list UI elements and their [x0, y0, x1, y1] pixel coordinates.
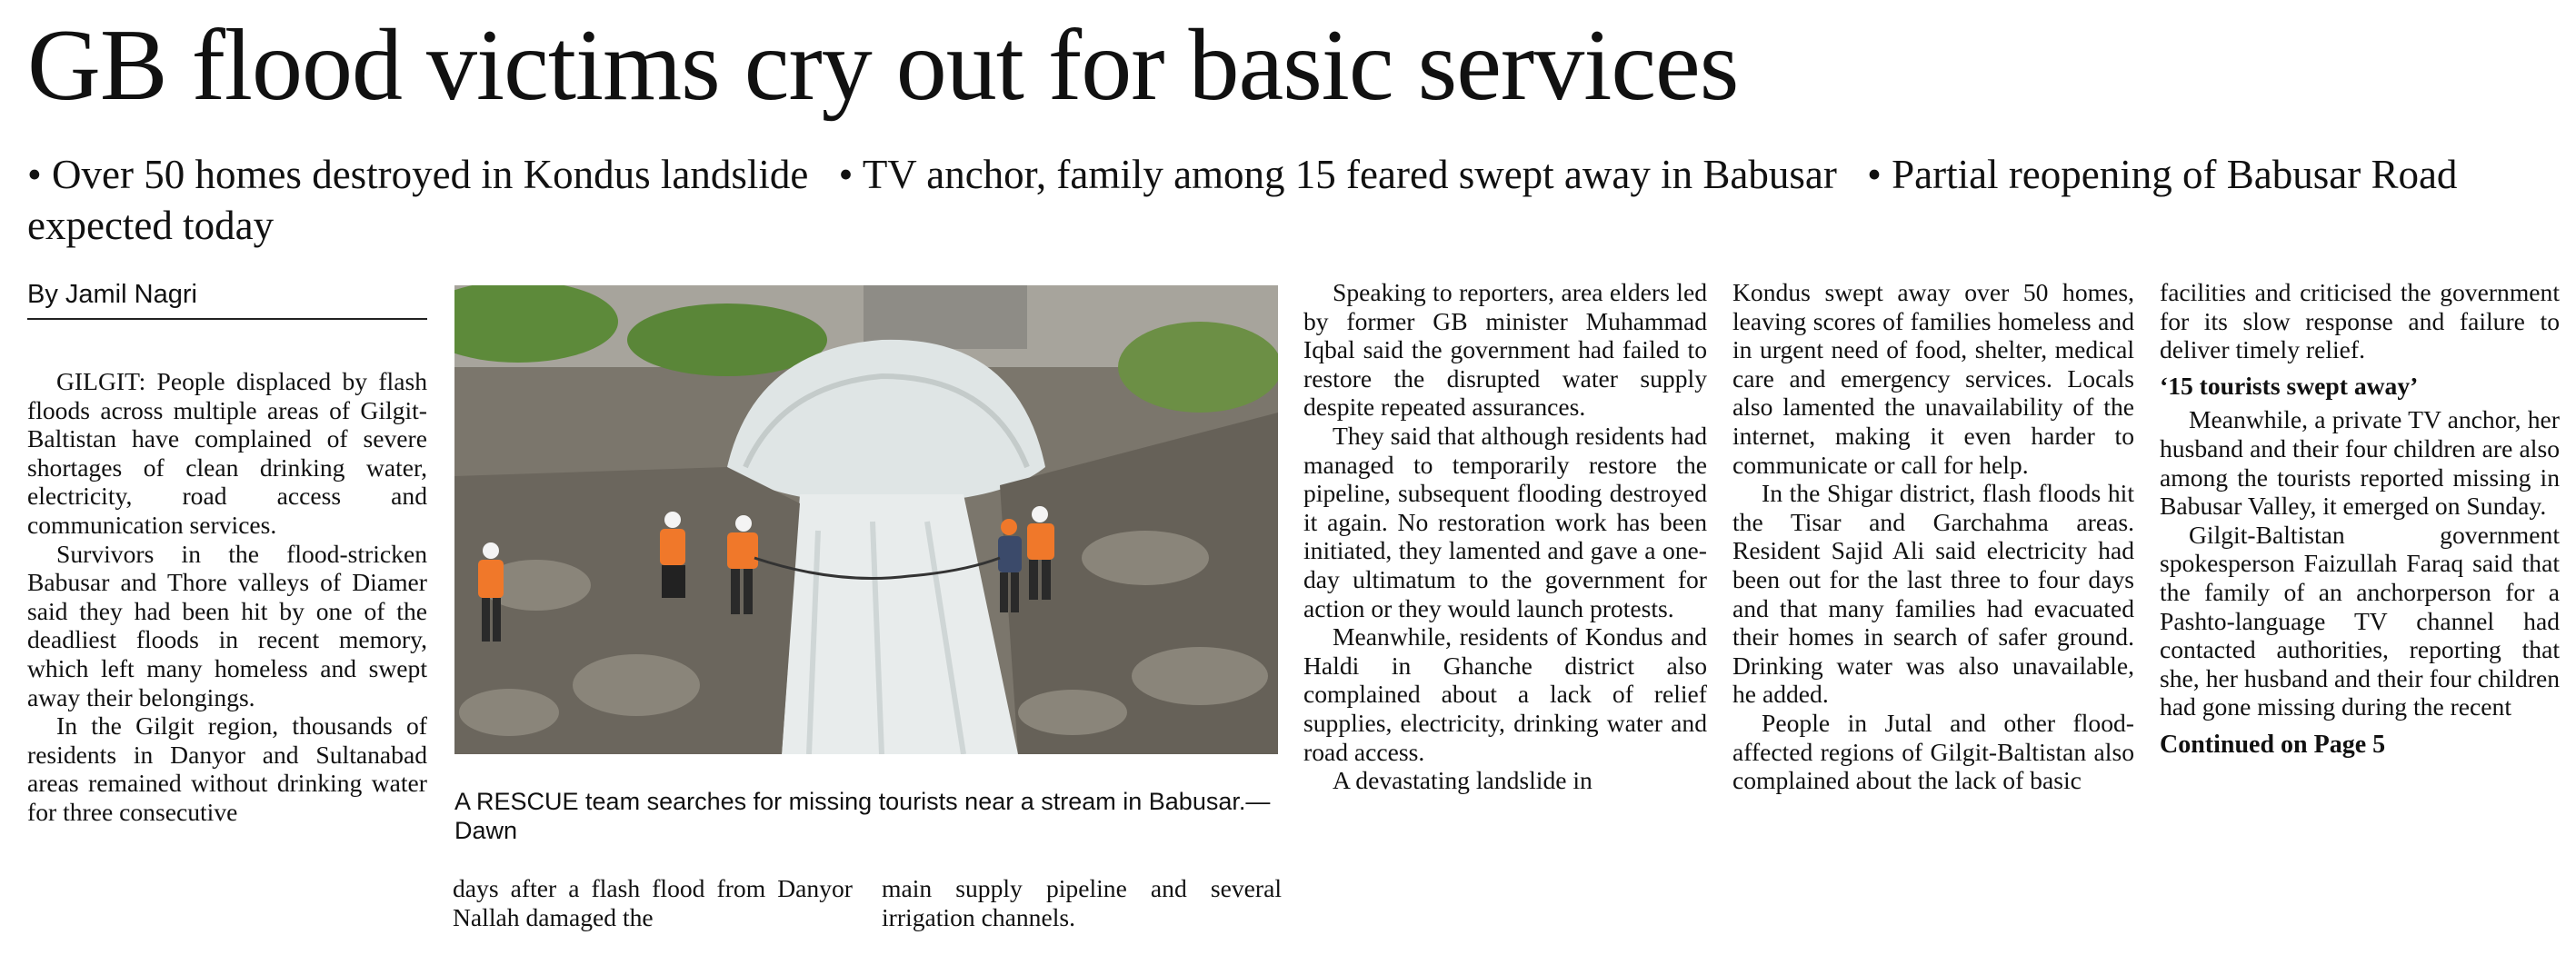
- paragraph: In the Gilgit region, thousands of residents in Danyor and Sultanabad areas remained without drinking water for three consecutive: [27, 711, 427, 826]
- paragraph: days after a flash flood from Danyor Nallah damaged the: [453, 874, 853, 931]
- paragraph: Kondus swept away over 50 homes, leaving scores of families homeless and in urgent need of food, shelter, medical care and emergency services. Locals also lamented the unavailability of the internet, making it even harder to communicate or call for help.: [1732, 278, 2134, 479]
- article-column-2b: [882, 874, 1282, 931]
- paragraph: Meanwhile, residents of Kondus and Haldi in Ghanche district also complained about a lack of relief supplies, electricity, drinking water and road access.: [1303, 622, 1707, 766]
- headline: GB flood victims cry out for basic services: [27, 9, 1739, 122]
- news-photo: [454, 285, 1278, 754]
- subheadline-2: • TV anchor, family among 15 feared swept away in Babusar: [838, 152, 1837, 197]
- paragraph: facilities and criticised the government for its slow response and failure to deliver timely relief.: [2160, 278, 2560, 364]
- paragraph: Survivors in the flood-stricken Babusar and Thore valleys of Diamer said they had been hit by one of the deadliest floods in recent memory, which left many homeless and swept away their belongings.: [27, 539, 427, 711]
- article-column-1: [27, 367, 427, 827]
- byline: By Jamil Nagri: [27, 278, 427, 320]
- article-column-3: [1303, 278, 1707, 795]
- subheadline-3: • Partial reopening of Babusar Road expected today: [27, 152, 2458, 248]
- paragraph: They said that although residents had managed to temporarily restore the pipeline, subsequent flooding destroyed it again. No restoration work has been initiated, they lamented and gave a one-day ultimatum to the government for action or they would launch protests.: [1303, 421, 1707, 622]
- photo-caption: A RESCUE team searches for missing tourists near a stream in Babusar.—Dawn: [454, 788, 1271, 844]
- paragraph: Meanwhile, a private TV anchor, her husband and their four children are also among the tourists reported missing in Babusar Valley, it emerged on Sunday.: [2160, 405, 2560, 521]
- paragraph: In the Shigar district, flash floods hit the Tisar and Garchahma areas. Resident Sajid Ali said electricity had been out for the last three to four days and that many families had evacuated their homes in search of safer ground. Drinking water was also unavailable, he added.: [1732, 479, 2134, 709]
- paragraph: Speaking to reporters, area elders led by former GB minister Muhammad Iqbal said the government had failed to restore the disrupted water supply despite repeated assurances.: [1303, 278, 1707, 422]
- article-column-2a: [453, 874, 853, 931]
- paragraph: Gilgit-Baltistan government spokesperson Faizullah Faraq said that the family of an anchorperson for a Pashto-language TV channel had contacted authorities, reporting that she, her husband and their four children had gone missing during the recent: [2160, 520, 2560, 721]
- section-subhead: ‘15 tourists swept away’: [2160, 371, 2419, 400]
- article-column-5: [2160, 278, 2560, 760]
- subheadline-1: • Over 50 homes destroyed in Kondus landslide: [27, 152, 809, 197]
- continued-link[interactable]: Continued on Page 5: [2160, 730, 2386, 759]
- paragraph: GILGIT: People displaced by flash floods across multiple areas of Gilgit-Baltistan have complained of severe shortages of clean drinking water, electricity, road access and communication services.: [27, 367, 427, 539]
- article-column-4: [1732, 278, 2134, 795]
- paragraph: main supply pipeline and several irrigation channels.: [882, 874, 1282, 931]
- subheadlines: [27, 149, 2563, 251]
- paragraph: People in Jutal and other flood-affected regions of Gilgit-Baltistan also complained about the lack of basic: [1732, 708, 2134, 795]
- paragraph: A devastating landslide in: [1333, 766, 1593, 795]
